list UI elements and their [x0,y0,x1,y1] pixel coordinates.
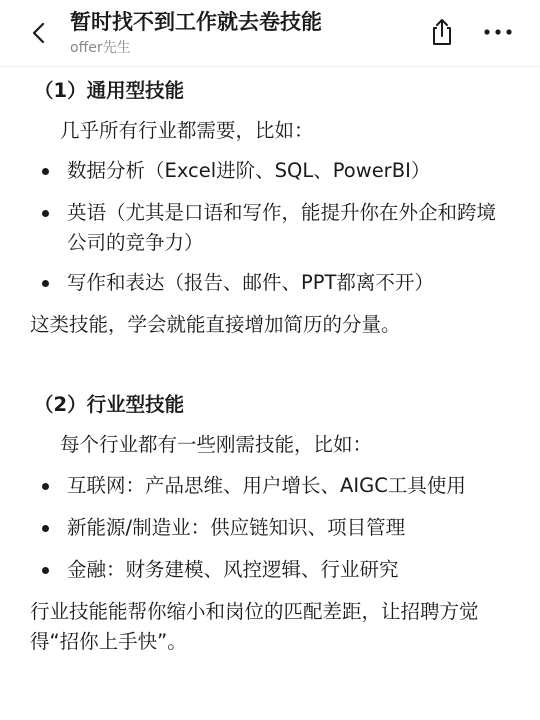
list-item-text: 英语（尤其是口语和写作，能提升你在外企和跨境公司的竞争力） [67,201,497,254]
author-name[interactable]: offer先生 [70,40,131,56]
chevron-left-icon[interactable] [28,21,52,45]
section-title: （2）行业型技能 [34,393,185,416]
section-intro: 几乎所有行业都需要，比如： [60,119,314,142]
section-intro: 每个行业都有一些刚需技能，比如： [60,433,373,456]
section-summary: 这类技能，学会就能直接增加简历的分量。 [30,313,401,336]
more-horizontal-icon[interactable] [482,22,514,42]
top-bar [0,0,540,67]
list-item-text: 写作和表达（报告、邮件、PPT都离不开） [67,271,434,294]
list-item-text: 金融：财务建模、风控逻辑、行业研究 [67,558,399,581]
section-summary: 行业技能能帮你缩小和岗位的匹配差距，让招聘方觉得“招你上手快”。 [30,600,479,653]
list-item-text: 互联网：产品思维、用户增长、AIGC工具使用 [67,474,466,497]
list-item-text: 新能源/制造业：供应链知识、项目管理 [67,516,406,539]
bullet-dot [42,567,49,574]
bullet-dot [42,210,49,217]
bullet-dot [42,168,49,175]
list-item-text: 数据分析（Excel进阶、SQL、PowerBI） [67,159,431,182]
bullet-dot [42,483,49,490]
title-block [70,8,450,58]
bullet-dot [42,280,49,287]
section-title: （1）通用型技能 [34,79,185,102]
page-title: 暂时找不到工作就去卷技能 [70,10,322,34]
bullet-dot [42,525,49,532]
share-icon[interactable] [428,17,456,47]
